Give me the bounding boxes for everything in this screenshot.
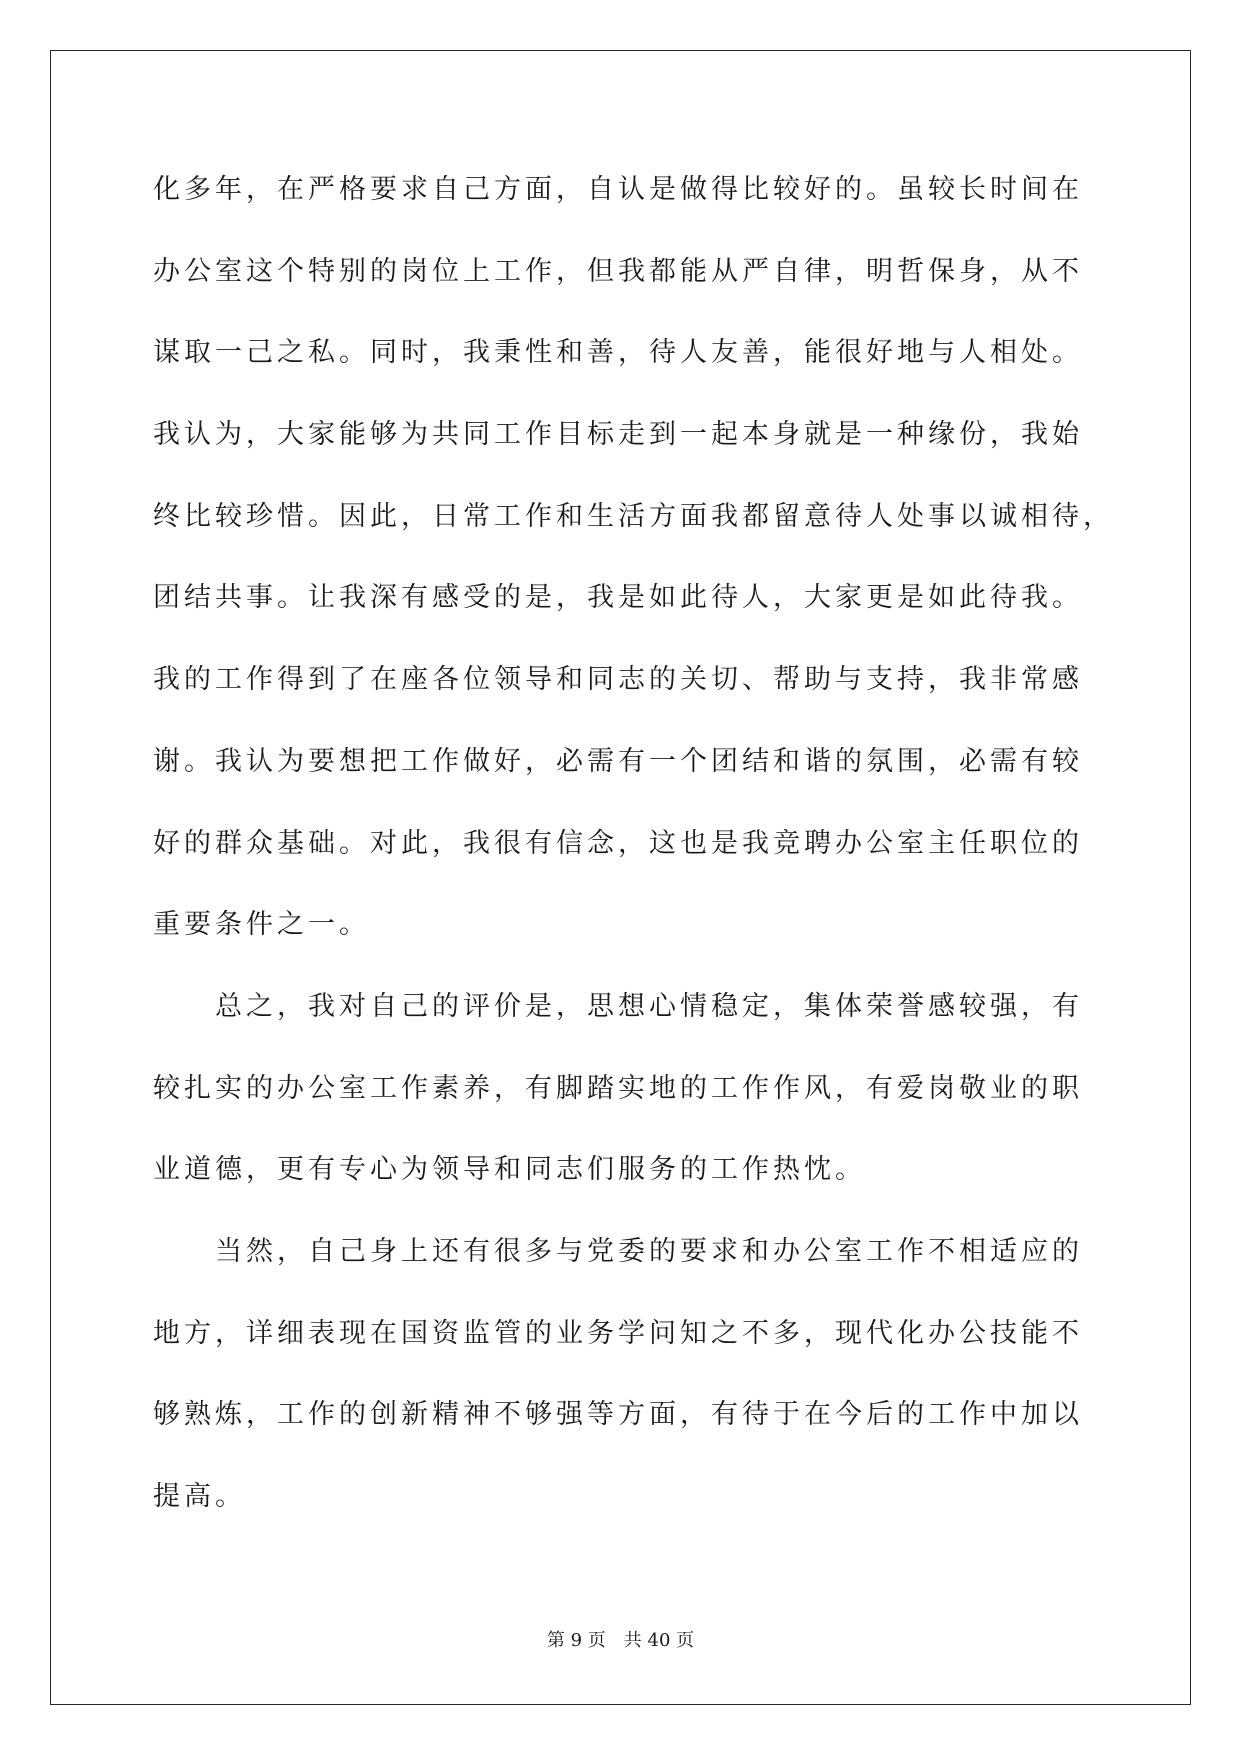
text-line: 团结共事。让我深有感受的是，我是如此待人，大家更是如此待我。: [153, 582, 1083, 614]
text-line: 当然，自己身上还有很多与党委的要求和办公室工作不相适应的: [215, 1235, 1083, 1267]
paragraph: [153, 966, 1153, 1211]
text-line: 化多年，在严格要求自己方面，自认是做得比较好的。虽较长时间在: [153, 174, 1083, 205]
text-line: 好的群众基础。对此，我很有信念，这也是我竞聘办公室主任职位的: [153, 827, 1083, 859]
text-line: 办公室这个特别的岗位上工作，但我都能从严自律，明哲保身，从不: [153, 255, 1083, 287]
page-number: 第 9 页: [546, 1630, 606, 1651]
text-line: 较扎实的办公室工作素养，有脚踏实地的工作作风，有爱岗敬业的职: [153, 1072, 1083, 1104]
text-line: 提高。: [153, 1481, 246, 1512]
text-line: 够熟炼，工作的创新精神不够强等方面，有待于在今后的工作中加以: [153, 1399, 1083, 1431]
page-footer: [0, 1628, 1241, 1654]
text-line: 我认为，大家能够为共同工作目标走到一起本身就是一种缘份，我始: [153, 419, 1083, 451]
text-line: 地方，详细表现在国资监管的业务学问知之不多，现代化办公技能不: [153, 1317, 1083, 1349]
text-line: 重要条件之一。: [153, 909, 370, 941]
text-line: 谋取一己之私。同时，我秉性和善，待人友善，能很好地与人相处。: [153, 337, 1083, 369]
paragraph: [153, 1211, 1153, 1538]
text-line: 总之，我对自己的评价是，思想心情稳定，集体荣誉感较强，有: [215, 990, 1083, 1022]
document-body: [153, 149, 1153, 1538]
text-line: 谢。我认为要想把工作做好，必需有一个团结和谐的氛围，必需有较: [153, 745, 1083, 777]
page-total: 共 40 页: [623, 1630, 695, 1651]
text-line: 我的工作得到了在座各位领导和同志的关切、帮助与支持，我非常感: [153, 664, 1083, 696]
text-line: 业道德，更有专心为领导和同志们服务的工作热忱。: [153, 1154, 866, 1186]
paragraph: [153, 149, 1153, 966]
text-line: 终比较珍惜。因此，日常工作和生活方面我都留意待人处事以诚相待，: [153, 500, 1114, 532]
